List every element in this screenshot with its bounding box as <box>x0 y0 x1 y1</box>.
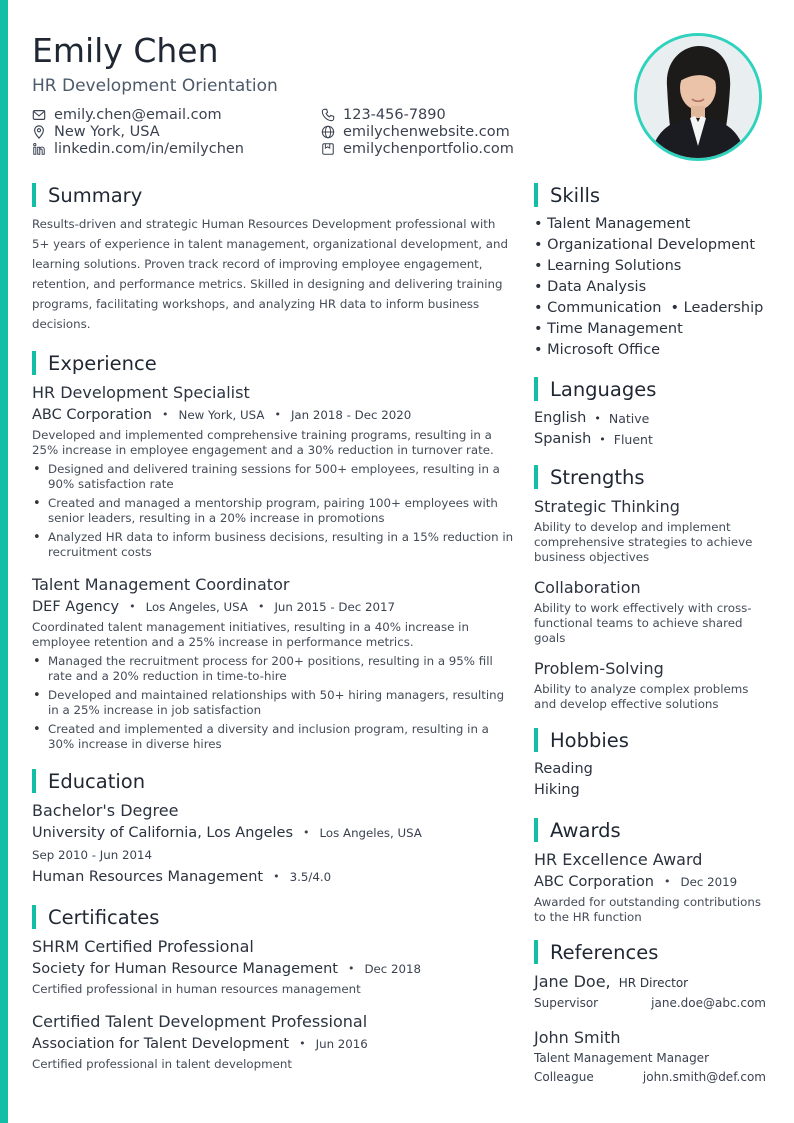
strengths-title: Strengths <box>550 465 645 489</box>
skill-name: Microsoft Office <box>547 342 661 358</box>
location-pin-icon <box>32 125 46 139</box>
major-name: Human Resources Management <box>32 869 264 885</box>
reference-email[interactable]: jane.doe@abc.com <box>651 996 766 1010</box>
strength-entry <box>534 577 766 646</box>
experience-title: Experience <box>48 351 157 375</box>
job-dates: Jun 2015 - Dec 2017 <box>274 600 396 614</box>
certificates-heading <box>32 904 514 930</box>
strength-desc: Ability to analyze complex problems and develop effective solutions <box>534 682 749 711</box>
reference-entry <box>534 1027 766 1087</box>
reference-role: Talent Management Manager <box>534 1051 710 1065</box>
job-bullet: • Managed the recruitment process for 200+ positions, resulting in a 95% fill rate and a 20% reduction in time-to-hire <box>32 654 514 684</box>
mail-icon <box>32 108 46 122</box>
separator-dot: • <box>303 826 310 839</box>
strength-entry <box>534 658 766 712</box>
skill-item: • Leadership <box>670 300 764 316</box>
award-name: HR Excellence Award <box>534 850 703 869</box>
education-dates: Sep 2010 - Jun 2014 <box>32 848 152 862</box>
strengths-heading <box>534 464 766 490</box>
separator-dot: • <box>347 962 355 975</box>
skill-item: • Data Analysis <box>534 279 647 295</box>
strengths-section <box>534 464 766 712</box>
job-bullet: • Created and implemented a diversity and inclusion program, resulting in a 30% increase in diverse hires <box>32 722 514 752</box>
accent-bar <box>0 0 8 1123</box>
right-column <box>534 182 766 1087</box>
reference-contact-row <box>534 994 766 1013</box>
languages-title: Languages <box>550 377 657 401</box>
separator-dot: • <box>273 870 280 883</box>
certificate-issuer: Society for Human Resource Management <box>32 961 338 977</box>
skill-item: • Organizational Development <box>534 237 756 253</box>
hobby-item: Reading <box>534 761 593 777</box>
separator-dot: • <box>274 408 281 421</box>
school-name: University of California, Los Angeles <box>32 825 294 841</box>
skill-name: Leadership <box>683 300 764 316</box>
summary-title: Summary <box>48 183 143 207</box>
skills-heading <box>534 182 766 208</box>
certificate-entry <box>32 936 514 997</box>
reference-name-row <box>534 971 766 994</box>
job-entry <box>32 382 514 560</box>
school-meta <box>32 822 514 844</box>
contact-portfolio-text: emilychenportfolio.com <box>343 140 514 157</box>
contact-website-text: emilychenwebsite.com <box>343 123 510 140</box>
skill-name: Learning Solutions <box>547 258 682 274</box>
hobby-item: Hiking <box>534 782 580 798</box>
certificate-name: Certified Talent Development Professional <box>32 1012 368 1031</box>
separator-dot: • <box>594 412 601 425</box>
experience-heading <box>32 350 514 376</box>
job-meta <box>32 404 514 426</box>
languages-heading <box>534 376 766 402</box>
separator-dot: • <box>129 600 136 613</box>
portfolio-icon <box>321 142 335 156</box>
certificate-meta <box>32 958 514 980</box>
heading-accent <box>534 183 538 207</box>
award-desc: Awarded for outstanding contributions to the HR function <box>534 895 761 924</box>
education-title: Education <box>48 769 146 793</box>
languages-section <box>534 376 766 450</box>
certificates-title: Certificates <box>48 905 160 929</box>
skill-name: Communication <box>547 300 662 316</box>
summary-text: Results-driven and strategic Human Resources Development professional with 5+ years of experience in talent management, organizational development, and learning solutions. Proven track record of improving employee engagement, retention, and performance metrics. Skilled in designing and delivering training programs, facilitating workshops, and analyzing HR data to inform business decisions. <box>32 217 508 331</box>
job-bullets <box>32 462 514 560</box>
job-bullet: • Developed and maintained relationships with 50+ hiring managers, resulting in a 25% increase in job satisfaction <box>32 688 514 718</box>
job-bullets <box>32 654 514 752</box>
certificate-issuer: Association for Talent Development <box>32 1036 290 1052</box>
heading-accent <box>534 377 538 401</box>
summary-section <box>32 182 514 334</box>
skills-section <box>534 182 766 361</box>
language-name: Spanish <box>534 431 592 447</box>
language-name: English <box>534 410 587 426</box>
job-title: Talent Management Coordinator <box>32 575 290 594</box>
education-dates-row <box>32 844 514 866</box>
job-meta <box>32 596 514 618</box>
language-level: Native <box>608 411 650 426</box>
language-item <box>534 408 766 429</box>
skill-item: • Time Management <box>534 321 683 337</box>
contact-linkedin[interactable] <box>32 140 321 157</box>
skill-item: • Microsoft Office <box>534 342 661 358</box>
contact-email-text: emily.chen@email.com <box>54 106 222 123</box>
hobbies-heading <box>534 727 766 753</box>
certificates-section <box>32 904 514 1072</box>
job-company: ABC Corporation <box>32 407 153 423</box>
reference-name: Jane Doe, <box>534 972 611 991</box>
certificate-date: Jun 2016 <box>315 1037 368 1051</box>
degree-name: Bachelor's Degree <box>32 801 179 820</box>
job-location: New York, USA <box>178 408 265 422</box>
certificate-desc: Certified professional in talent development <box>32 1057 292 1071</box>
reference-relation: Supervisor <box>534 996 599 1010</box>
certificate-entry <box>32 1011 514 1072</box>
contact-linkedin-text: linkedin.com/in/emilychen <box>54 140 244 157</box>
globe-icon <box>321 125 335 139</box>
heading-accent <box>32 183 36 207</box>
separator-dot: • <box>599 433 606 446</box>
heading-accent <box>32 351 36 375</box>
education-heading <box>32 768 514 794</box>
skill-item: • Learning Solutions <box>534 258 682 274</box>
language-item <box>534 429 766 450</box>
separator-dot: • <box>257 600 265 613</box>
contact-phone-text: 123-456-7890 <box>343 106 446 123</box>
separator-dot: • <box>299 1037 306 1050</box>
reference-entry <box>534 971 766 1013</box>
skill-item: • Communication <box>534 300 662 316</box>
heading-accent <box>534 818 538 842</box>
reference-role-row <box>534 1049 766 1068</box>
job-dates: Jan 2018 - Dec 2020 <box>290 408 412 422</box>
reference-relation: Colleague <box>534 1070 594 1084</box>
separator-dot: • <box>664 875 671 888</box>
awards-title: Awards <box>550 818 621 842</box>
job-entry <box>32 574 514 752</box>
skill-name: Organizational Development <box>547 237 756 253</box>
strength-desc: Ability to develop and implement comprehensive strategies to achieve business objectives <box>534 520 753 564</box>
award-meta <box>534 871 766 893</box>
job-company: DEF Agency <box>32 599 120 615</box>
references-title: References <box>550 940 659 964</box>
contact-website[interactable] <box>321 123 601 140</box>
job-description: Coordinated talent management initiatives, resulting in a 40% increase in employee retention and a 25% increase in performance metrics. <box>32 620 469 649</box>
awards-heading <box>534 817 766 843</box>
education-section <box>32 768 514 888</box>
certificate-name: SHRM Certified Professional <box>32 937 254 956</box>
strength-name: Collaboration <box>534 578 641 597</box>
reference-name: John Smith <box>534 1028 621 1047</box>
job-description: Developed and implemented comprehensive training programs, resulting in a 25% increase in employee engagement and a 30% reduction in turnover rate. <box>32 428 494 457</box>
skill-name: Data Analysis <box>547 279 647 295</box>
gpa: 3.5/4.0 <box>289 870 332 884</box>
hobbies-section <box>534 727 766 801</box>
contact-location <box>32 123 321 140</box>
resume-header <box>32 30 622 157</box>
skill-name: Time Management <box>547 321 683 337</box>
job-bullet: • Designed and delivered training sessions for 500+ employees, resulting in a 90% satisfaction rate <box>32 462 514 492</box>
summary-heading <box>32 182 514 208</box>
references-section <box>534 939 766 1087</box>
heading-accent <box>534 940 538 964</box>
heading-accent <box>32 905 36 929</box>
award-issuer: ABC Corporation <box>534 874 655 890</box>
hobbies-title: Hobbies <box>550 728 629 752</box>
major-row <box>32 866 514 888</box>
job-title: HR Development Specialist <box>32 383 250 402</box>
certificate-meta <box>32 1033 514 1055</box>
certificate-desc: Certified professional in human resources management <box>32 982 361 996</box>
job-location: Los Angeles, USA <box>145 600 248 614</box>
candidate-subtitle: HR Development Orientation <box>32 76 278 96</box>
contact-portfolio[interactable] <box>321 140 601 157</box>
certificate-date: Dec 2018 <box>364 962 422 976</box>
reference-email[interactable]: john.smith@def.com <box>642 1070 766 1084</box>
heading-accent <box>534 465 538 489</box>
skill-name: Talent Management <box>547 216 691 232</box>
job-bullet: • Analyzed HR data to inform business decisions, resulting in a 15% reduction in recruitment costs <box>32 530 514 560</box>
contact-email[interactable] <box>32 106 321 123</box>
award-date: Dec 2019 <box>680 875 738 889</box>
contact-grid <box>32 106 622 157</box>
profile-photo <box>634 33 762 161</box>
skills-title: Skills <box>550 183 601 207</box>
strength-name: Strategic Thinking <box>534 497 680 516</box>
skill-item: • Talent Management <box>534 216 691 232</box>
strength-desc: Ability to work effectively with cross-functional teams to achieve shared goals <box>534 601 752 645</box>
experience-section <box>32 350 514 752</box>
strength-name: Problem-Solving <box>534 659 664 678</box>
phone-icon <box>321 108 335 122</box>
skill-item-row <box>534 298 766 319</box>
job-bullet: • Created and managed a mentorship program, pairing 100+ employees with senior leaders, resulting in a 20% increase in promotions <box>32 496 514 526</box>
left-column <box>32 182 514 1072</box>
awards-section <box>534 817 766 925</box>
references-heading <box>534 939 766 965</box>
candidate-name: Emily Chen <box>32 31 219 70</box>
contact-location-text: New York, USA <box>54 123 160 140</box>
reference-role: HR Director <box>618 976 689 990</box>
heading-accent <box>534 728 538 752</box>
language-level: Fluent <box>613 432 653 447</box>
profile-photo-image <box>637 36 759 158</box>
heading-accent <box>32 769 36 793</box>
linkedin-icon <box>32 142 46 156</box>
school-location: Los Angeles, USA <box>319 826 422 840</box>
contact-phone[interactable] <box>321 106 601 123</box>
separator-dot: • <box>162 408 169 421</box>
reference-contact-row <box>534 1068 766 1087</box>
strength-entry <box>534 496 766 565</box>
